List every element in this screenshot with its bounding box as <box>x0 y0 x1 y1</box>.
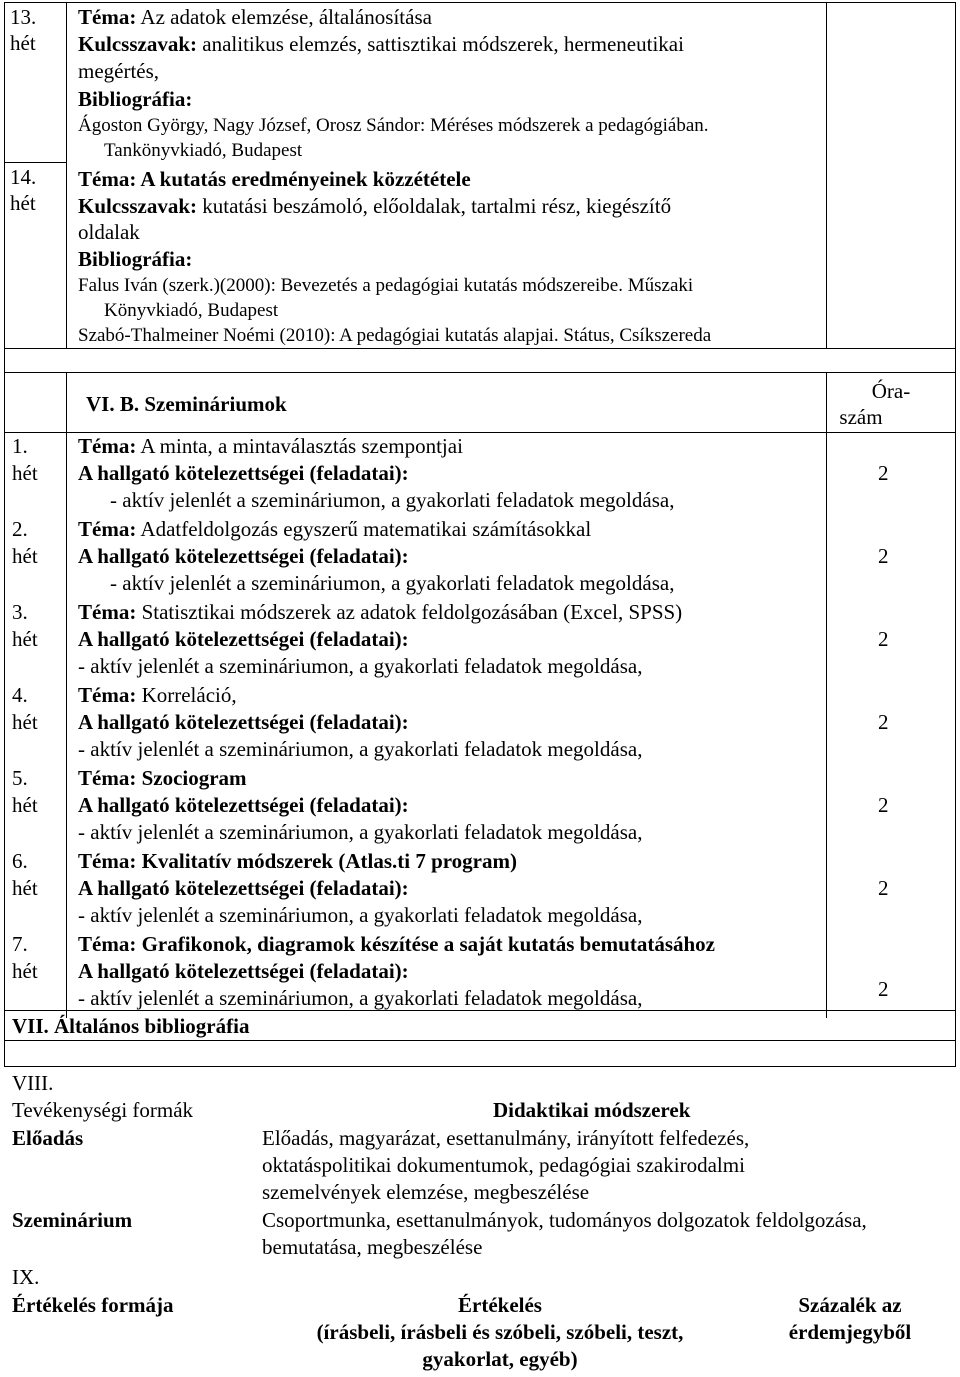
topic-text: Kvalitatív módszerek (Atlas.ti 7 program) <box>141 849 517 873</box>
keywords-label: Kulcsszavak: <box>78 194 198 218</box>
topic-line <box>78 765 247 791</box>
week-label: hét <box>12 544 38 568</box>
topic-label: Téma: <box>78 5 137 29</box>
topic-line <box>78 516 591 542</box>
keywords-line <box>78 193 671 219</box>
activity-form: Előadás <box>12 1126 84 1150</box>
bibliography-item-cont: Tankönyvkiadó, Budapest <box>104 140 303 161</box>
duty-text: - aktív jelenlét a szemináriumon, a gyakorlati feladatok megoldása, <box>110 571 675 595</box>
week-number: 6. <box>12 849 28 873</box>
hours-value: 2 <box>878 977 889 1001</box>
bibliography-item: Ágoston György, Nagy József, Orosz Sándor: Méréses módszerek a pedagógiában. <box>78 115 709 136</box>
methods-text: oktatáspolitikai dokumentumok, pedagógiai szakirodalmi <box>262 1153 745 1177</box>
week-label: hét <box>12 876 38 900</box>
week-number: 13. <box>10 5 37 29</box>
week-label: hét <box>12 461 38 485</box>
section-title: IX. <box>12 1265 40 1289</box>
week-number: 4. <box>12 683 28 707</box>
duty-label: A hallgató kötelezettségei (feladatai): <box>78 876 409 900</box>
topic-text: Az adatok elemzése, általánosítása <box>140 5 432 29</box>
topic-line <box>78 433 463 459</box>
topic-label: Téma: <box>78 932 137 956</box>
week-label: hét <box>12 627 38 651</box>
topic-line <box>78 931 715 957</box>
keywords-text: analitikus elemzés, sattisztikai módszerek, hermeneutikai <box>202 32 684 56</box>
duty-text: - aktív jelenlét a szemináriumon, a gyakorlati feladatok megoldása, <box>78 903 643 927</box>
topic-label: Téma: <box>78 434 137 458</box>
week-label: hét <box>12 710 38 734</box>
duty-label: A hallgató kötelezettségei (feladatai): <box>78 461 409 485</box>
topic-label: Téma: <box>78 600 137 624</box>
duty-label: A hallgató kötelezettségei (feladatai): <box>78 710 409 734</box>
duty-label: A hallgató kötelezettségei (feladatai): <box>78 627 409 651</box>
hours-value: 2 <box>878 793 889 817</box>
bibliography-item: Szabó-Thalmeiner Noémi (2010): A pedagógiai kutatás alapjai. Státus, Csíkszereda <box>78 325 712 346</box>
hours-value: 2 <box>878 461 889 485</box>
column-header-forms: Tevékenységi formák <box>12 1098 194 1122</box>
section-title-general-bibliography: VII. Általános bibliográfia <box>12 1014 250 1038</box>
topic-text: Korreláció, <box>141 683 237 707</box>
bibliography-item-cont: Könyvkiadó, Budapest <box>104 300 279 321</box>
duty-text: - aktív jelenlét a szemináriumon, a gyakorlati feladatok megoldása, <box>78 654 643 678</box>
duty-text: - aktív jelenlét a szemináriumon, a gyakorlati feladatok megoldása, <box>78 986 643 1010</box>
methods-text: szemelvények elemzése, megbeszélése <box>262 1180 590 1204</box>
topic-text: A minta, a mintaválasztás szempontjai <box>140 434 463 458</box>
topic-label: Téma: <box>78 683 137 707</box>
keywords-text: kutatási beszámoló, előoldalak, tartalmi rész, kiegészítő <box>202 194 672 218</box>
week-number: 7. <box>12 932 28 956</box>
week-label: hét <box>10 191 36 215</box>
duty-text: - aktív jelenlét a szemináriumon, a gyakorlati feladatok megoldása, <box>78 737 643 761</box>
hours-value: 2 <box>878 710 889 734</box>
methods-text: Előadás, magyarázat, esettanulmány, irányított felfedezés, <box>262 1126 750 1150</box>
week-number: 14. <box>10 165 37 189</box>
column-header-percent: Százalék az <box>798 1293 902 1317</box>
section-heading: VI. B. Szemináriumok <box>86 392 287 416</box>
duty-text: - aktív jelenlét a szemináriumon, a gyakorlati feladatok megoldása, <box>78 820 643 844</box>
column-header-percent-cont: érdemjegyből <box>788 1320 912 1344</box>
topic-text: Grafikonok, diagramok készítése a saját kutatás bemutatásához <box>141 932 715 956</box>
hours-value: 2 <box>878 876 889 900</box>
week-number: 5. <box>12 766 28 790</box>
column-header-eval-cont: gyakorlat, egyéb) <box>422 1347 578 1371</box>
bibliography-label: Bibliográfia: <box>78 87 193 111</box>
keywords-text-cont: oldalak <box>78 220 140 244</box>
keywords-text-cont: megértés, <box>78 59 160 83</box>
keywords-label: Kulcsszavak: <box>78 32 198 56</box>
topic-line <box>78 682 237 708</box>
topic-text: Adatfeldolgozás egyszerű matematikai számításokkal <box>140 517 592 541</box>
topic-label: Téma: <box>78 517 137 541</box>
topic-label: Téma: <box>78 766 137 790</box>
methods-text: bemutatása, megbeszélése <box>262 1235 483 1259</box>
hours-header-cont: szám <box>839 405 883 429</box>
methods-text: Csoportmunka, esettanulmányok, tudományos dolgozatok feldolgozása, <box>262 1208 867 1232</box>
hours-value: 2 <box>878 544 889 568</box>
topic-text: Szociogram <box>141 766 247 790</box>
week-number: 3. <box>12 600 28 624</box>
week-label: hét <box>12 793 38 817</box>
topic-line <box>78 4 432 30</box>
week-label: hét <box>12 959 38 983</box>
topic-label: Téma: <box>78 849 137 873</box>
hours-header: Óra- <box>871 379 911 403</box>
bibliography-item: Falus Iván (szerk.)(2000): Bevezetés a pedagógiai kutatás módszereibe. Műszaki <box>78 275 694 296</box>
keywords-line <box>78 31 684 57</box>
topic-text: A kutatás eredményeinek közzététele <box>140 167 471 191</box>
duty-text: - aktív jelenlét a szemináriumon, a gyakorlati feladatok megoldása, <box>110 488 675 512</box>
column-header-methods: Didaktikai módszerek <box>493 1098 691 1122</box>
column-header-eval-cont: (írásbeli, írásbeli és szóbeli, szóbeli, teszt, <box>316 1320 684 1344</box>
week-number: 2. <box>12 517 28 541</box>
topic-text: Statisztikai módszerek az adatok feldolgozásában (Excel, SPSS) <box>141 600 683 624</box>
column-header-eval-form: Értékelés formája <box>12 1293 174 1317</box>
topic-line <box>78 848 517 874</box>
duty-label: A hallgató kötelezettségei (feladatai): <box>78 793 409 817</box>
duty-label: A hallgató kötelezettségei (feladatai): <box>78 959 409 983</box>
topic-line <box>78 166 471 192</box>
week-number: 1. <box>12 434 28 458</box>
bibliography-label: Bibliográfia: <box>78 247 193 271</box>
week-label: hét <box>10 31 36 55</box>
column-header-eval: Értékelés <box>458 1293 542 1317</box>
hours-value: 2 <box>878 627 889 651</box>
section-title: VIII. <box>12 1071 54 1095</box>
topic-line <box>78 599 682 625</box>
duty-label: A hallgató kötelezettségei (feladatai): <box>78 544 409 568</box>
activity-form: Szeminárium <box>12 1208 133 1232</box>
topic-label: Téma: <box>78 167 137 191</box>
